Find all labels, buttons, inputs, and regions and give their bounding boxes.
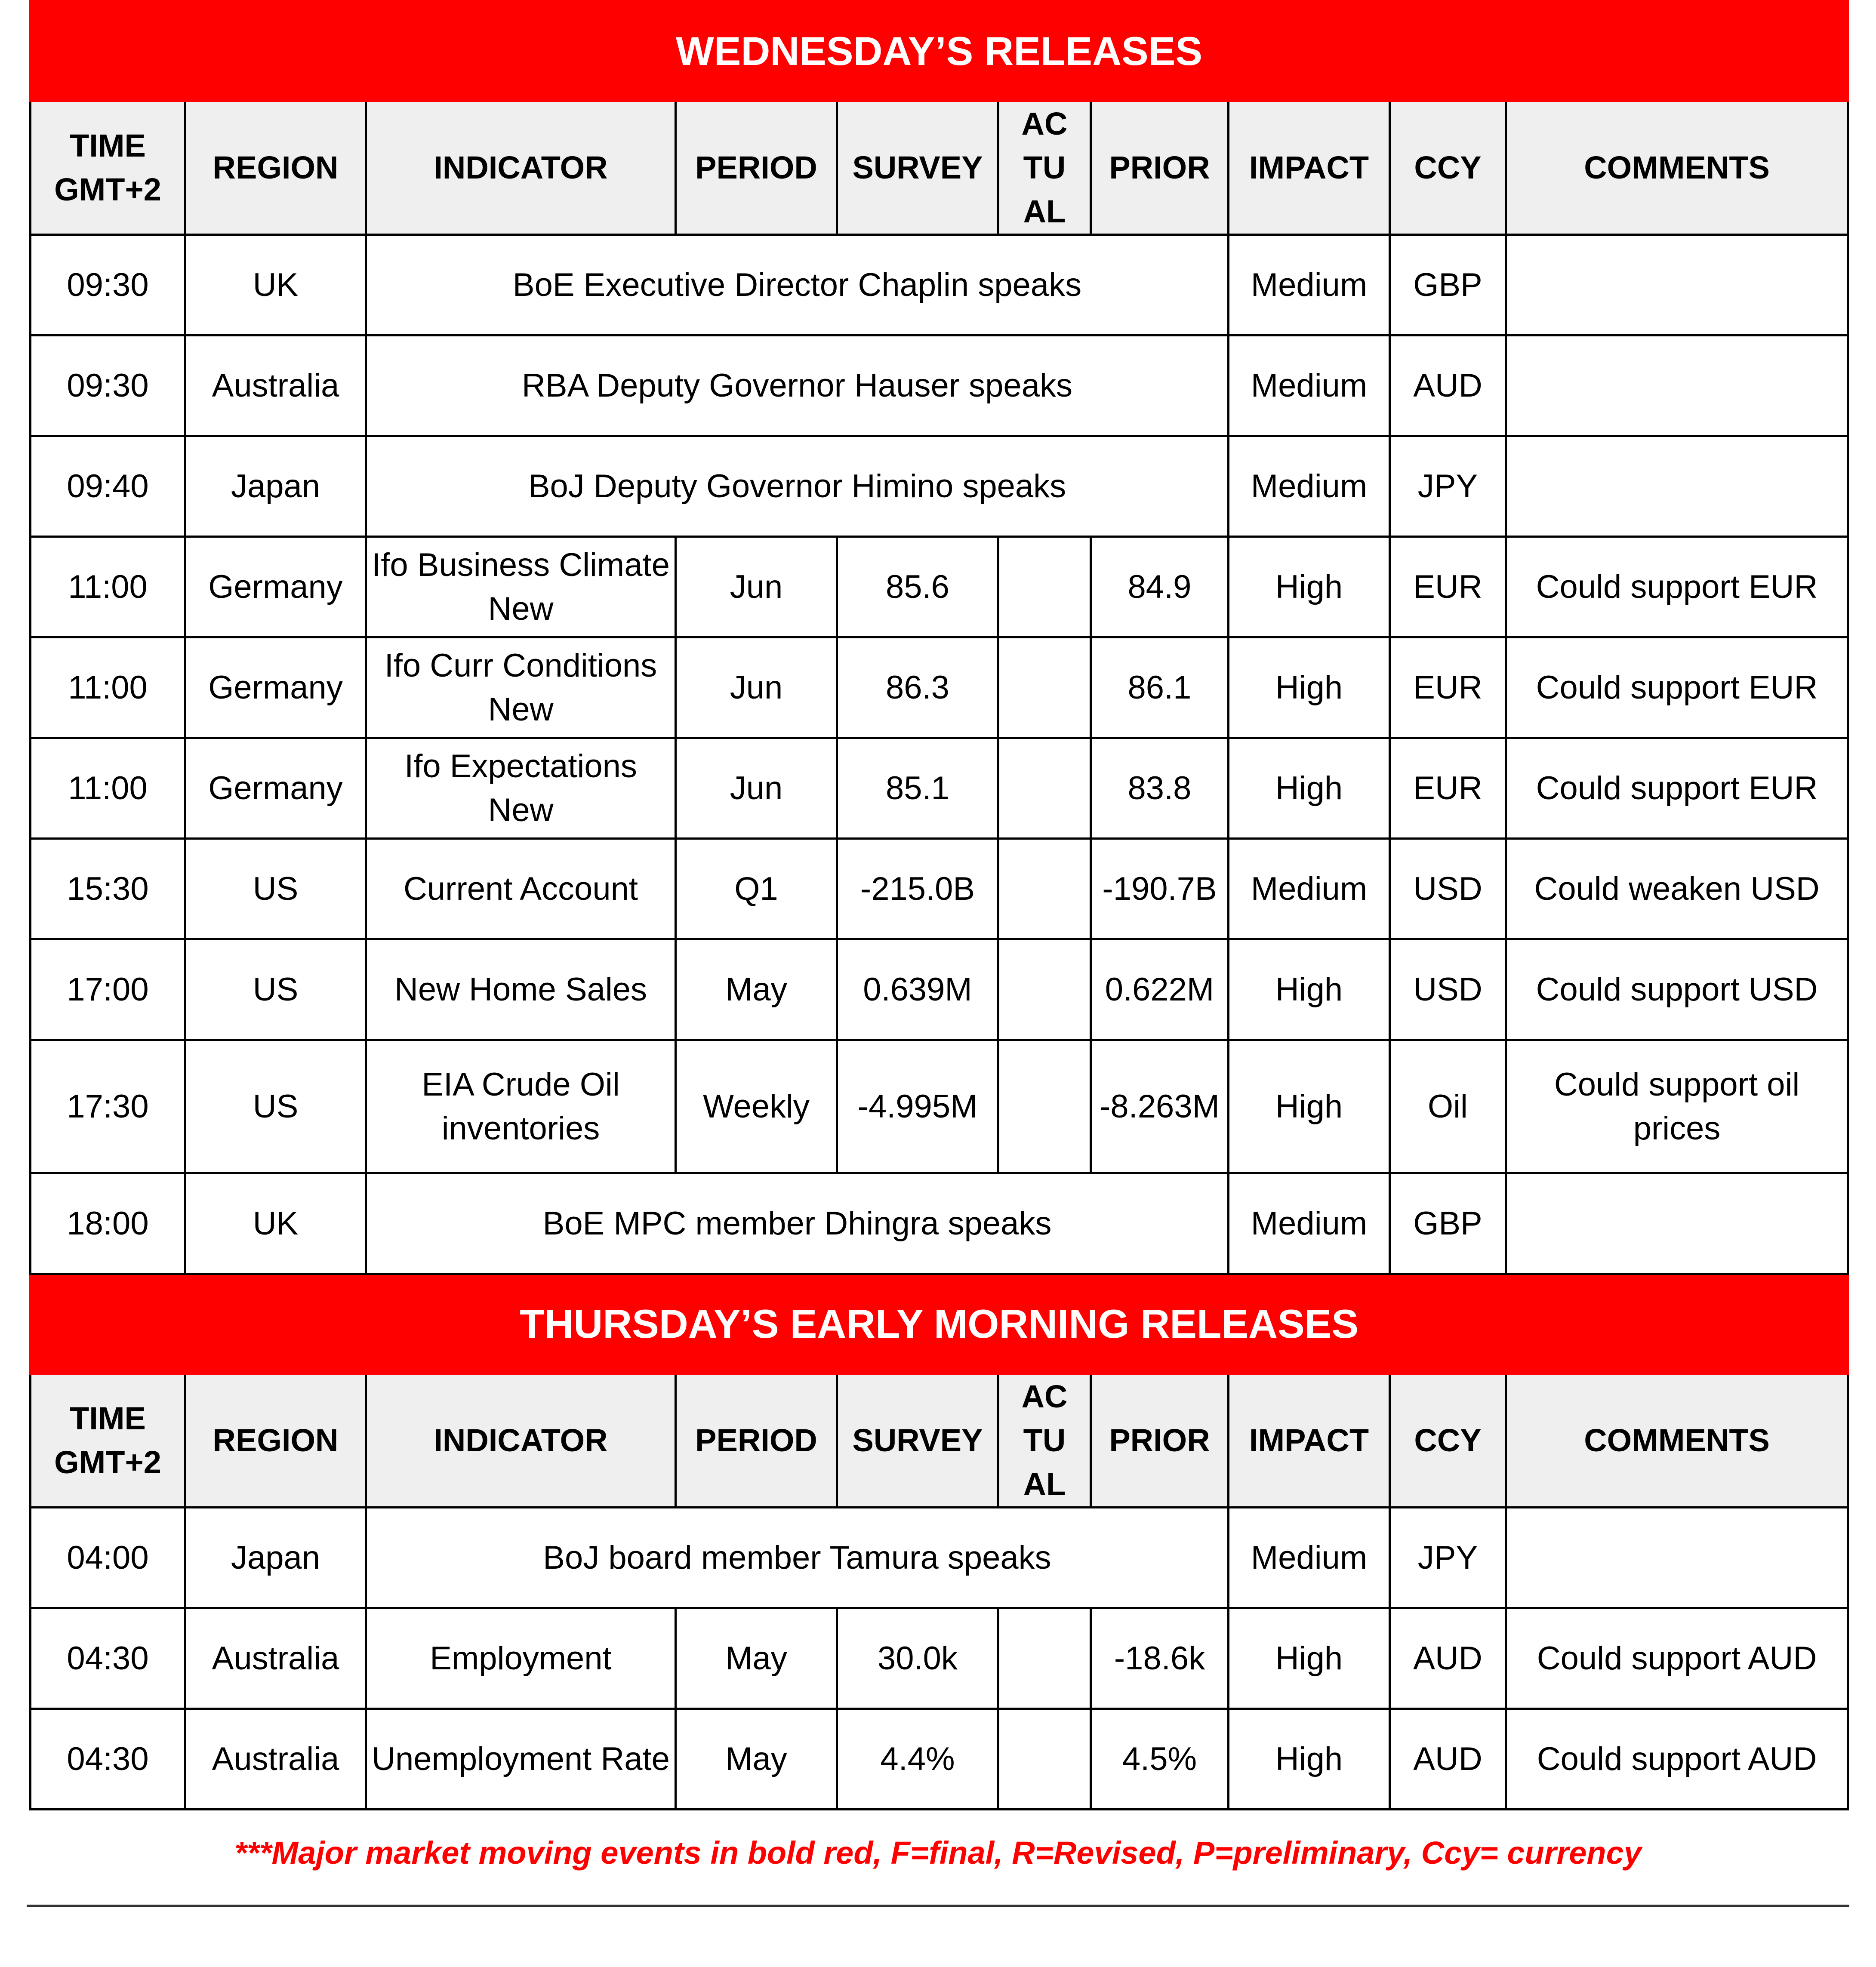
cell-indicator: Employment [366,1608,676,1709]
table-row [31,1173,1848,1274]
cell-comments: Could support AUD [1506,1709,1848,1810]
cell-period: Jun [676,537,837,637]
cell-actual [998,1040,1091,1173]
table-row [31,1040,1848,1173]
cell-indicator: Ifo Expectations New [366,738,676,839]
cell-time: 11:00 [31,537,185,637]
cell-region: Australia [185,1709,366,1810]
cell-comments: Could support oil prices [1506,1040,1848,1173]
column-header-region: REGION [185,1374,366,1508]
cell-region: Germany [185,738,366,839]
cell-survey: 85.1 [837,738,998,839]
cell-prior: -18.6k [1091,1608,1229,1709]
cell-prior: 0.622M [1091,939,1229,1040]
cell-ccy: GBP [1390,1173,1506,1274]
table-row [31,537,1848,637]
cell-comments [1506,235,1848,336]
cell-indicator: Ifo Curr Conditions New [366,637,676,738]
cell-impact: High [1229,537,1390,637]
cell-ccy: EUR [1390,537,1506,637]
cell-indicator: RBA Deputy Governor Hauser speaks [366,336,1229,436]
cell-time: 04:00 [31,1508,185,1608]
cell-comments [1506,436,1848,537]
cell-comments: Could support EUR [1506,738,1848,839]
cell-impact: Medium [1229,1508,1390,1608]
cell-ccy: AUD [1390,1709,1506,1810]
table-row [31,637,1848,738]
cell-region: Germany [185,537,366,637]
cell-ccy: Oil [1390,1040,1506,1173]
cell-period: Jun [676,738,837,839]
cell-indicator: EIA Crude Oil inventories [366,1040,676,1173]
cell-period: May [676,939,837,1040]
divider [27,1905,1849,1907]
section-banner-row [31,1274,1848,1374]
cell-impact: Medium [1229,839,1390,939]
cell-comments [1506,1508,1848,1608]
table-row [31,839,1848,939]
cell-time: 09:30 [31,235,185,336]
cell-comments [1506,1173,1848,1274]
cell-indicator: BoJ Deputy Governor Himino speaks [366,436,1229,537]
column-header-time: TIME GMT+2 [31,101,185,235]
cell-indicator: Current Account [366,839,676,939]
column-header-survey: SURVEY [837,101,998,235]
cell-indicator: BoJ board member Tamura speaks [366,1508,1229,1608]
cell-region: Japan [185,1508,366,1608]
cell-impact: High [1229,1709,1390,1810]
table-row [31,336,1848,436]
cell-ccy: EUR [1390,738,1506,839]
cell-ccy: USD [1390,839,1506,939]
cell-survey: 85.6 [837,537,998,637]
column-header-time: TIME GMT+2 [31,1374,185,1508]
cell-impact: Medium [1229,336,1390,436]
cell-impact: High [1229,738,1390,839]
table-row [31,1608,1848,1709]
cell-region: Australia [185,1608,366,1709]
cell-survey: 86.3 [837,637,998,738]
cell-actual [998,537,1091,637]
cell-time: 09:40 [31,436,185,537]
cell-ccy: GBP [1390,235,1506,336]
cell-time: 15:30 [31,839,185,939]
cell-comments: Could support USD [1506,939,1848,1040]
cell-prior: 83.8 [1091,738,1229,839]
cell-indicator: Unemployment Rate [366,1709,676,1810]
cell-actual [998,738,1091,839]
cell-ccy: USD [1390,939,1506,1040]
cell-actual [998,1709,1091,1810]
calendar-table [29,0,1849,1810]
table-row [31,1709,1848,1810]
cell-indicator: BoE MPC member Dhingra speaks [366,1173,1229,1274]
cell-region: Japan [185,436,366,537]
cell-impact: Medium [1229,235,1390,336]
cell-ccy: JPY [1390,1508,1506,1608]
cell-impact: High [1229,939,1390,1040]
cell-region: US [185,939,366,1040]
cell-actual [998,839,1091,939]
column-header-impact: IMPACT [1229,101,1390,235]
cell-region: US [185,839,366,939]
cell-time: 11:00 [31,738,185,839]
table-row [31,436,1848,537]
cell-comments: Could weaken USD [1506,839,1848,939]
header-row [31,1374,1848,1508]
cell-region: UK [185,1173,366,1274]
column-header-ccy: CCY [1390,1374,1506,1508]
cell-time: 04:30 [31,1608,185,1709]
column-header-period: PERIOD [676,101,837,235]
cell-indicator: Ifo Business Climate New [366,537,676,637]
cell-impact: High [1229,1040,1390,1173]
section-banner-row [31,1,1848,101]
column-header-prior: PRIOR [1091,1374,1229,1508]
cell-comments: Could support AUD [1506,1608,1848,1709]
column-header-indicator: INDICATOR [366,1374,676,1508]
cell-ccy: AUD [1390,1608,1506,1709]
footnote: ***Major market moving events in bold red, F=final, R=Revised, P=preliminary, Ccy= currency [234,1835,1642,1871]
section-title: WEDNESDAY’S RELEASES [31,1,1848,101]
cell-comments: Could support EUR [1506,537,1848,637]
cell-period: May [676,1608,837,1709]
cell-survey: -215.0B [837,839,998,939]
section-title: THURSDAY’S EARLY MORNING RELEASES [31,1274,1848,1374]
cell-ccy: AUD [1390,336,1506,436]
cell-time: 09:30 [31,336,185,436]
column-header-comments: COMMENTS [1506,1374,1848,1508]
calendar-body [31,1,1848,1810]
cell-impact: High [1229,637,1390,738]
cell-prior: 4.5% [1091,1709,1229,1810]
cell-impact: Medium [1229,1173,1390,1274]
column-header-prior: PRIOR [1091,101,1229,235]
column-header-indicator: INDICATOR [366,101,676,235]
table-row [31,738,1848,839]
cell-impact: Medium [1229,436,1390,537]
cell-indicator: New Home Sales [366,939,676,1040]
cell-prior: -8.263M [1091,1040,1229,1173]
cell-prior: -190.7B [1091,839,1229,939]
cell-time: 11:00 [31,637,185,738]
table-row [31,939,1848,1040]
cell-period: May [676,1709,837,1810]
cell-time: 04:30 [31,1709,185,1810]
cell-ccy: JPY [1390,436,1506,537]
economic-calendar [29,0,1847,1810]
column-header-actual: AC TU AL [998,1374,1091,1508]
cell-region: Australia [185,336,366,436]
cell-time: 18:00 [31,1173,185,1274]
column-header-region: REGION [185,101,366,235]
column-header-ccy: CCY [1390,101,1506,235]
cell-period: Jun [676,637,837,738]
cell-ccy: EUR [1390,637,1506,738]
column-header-period: PERIOD [676,1374,837,1508]
header-row [31,101,1848,235]
table-row [31,235,1848,336]
cell-period: Q1 [676,839,837,939]
cell-time: 17:00 [31,939,185,1040]
cell-actual [998,939,1091,1040]
cell-indicator: BoE Executive Director Chaplin speaks [366,235,1229,336]
cell-prior: 86.1 [1091,637,1229,738]
cell-region: UK [185,235,366,336]
cell-impact: High [1229,1608,1390,1709]
table-row [31,1508,1848,1608]
cell-actual [998,637,1091,738]
cell-actual [998,1608,1091,1709]
cell-prior: 84.9 [1091,537,1229,637]
column-header-survey: SURVEY [837,1374,998,1508]
cell-survey: 4.4% [837,1709,998,1810]
cell-survey: 30.0k [837,1608,998,1709]
cell-period: Weekly [676,1040,837,1173]
cell-survey: -4.995M [837,1040,998,1173]
column-header-actual: AC TU AL [998,101,1091,235]
cell-region: Germany [185,637,366,738]
cell-comments: Could support EUR [1506,637,1848,738]
cell-time: 17:30 [31,1040,185,1173]
column-header-impact: IMPACT [1229,1374,1390,1508]
column-header-comments: COMMENTS [1506,101,1848,235]
cell-survey: 0.639M [837,939,998,1040]
cell-comments [1506,336,1848,436]
cell-region: US [185,1040,366,1173]
